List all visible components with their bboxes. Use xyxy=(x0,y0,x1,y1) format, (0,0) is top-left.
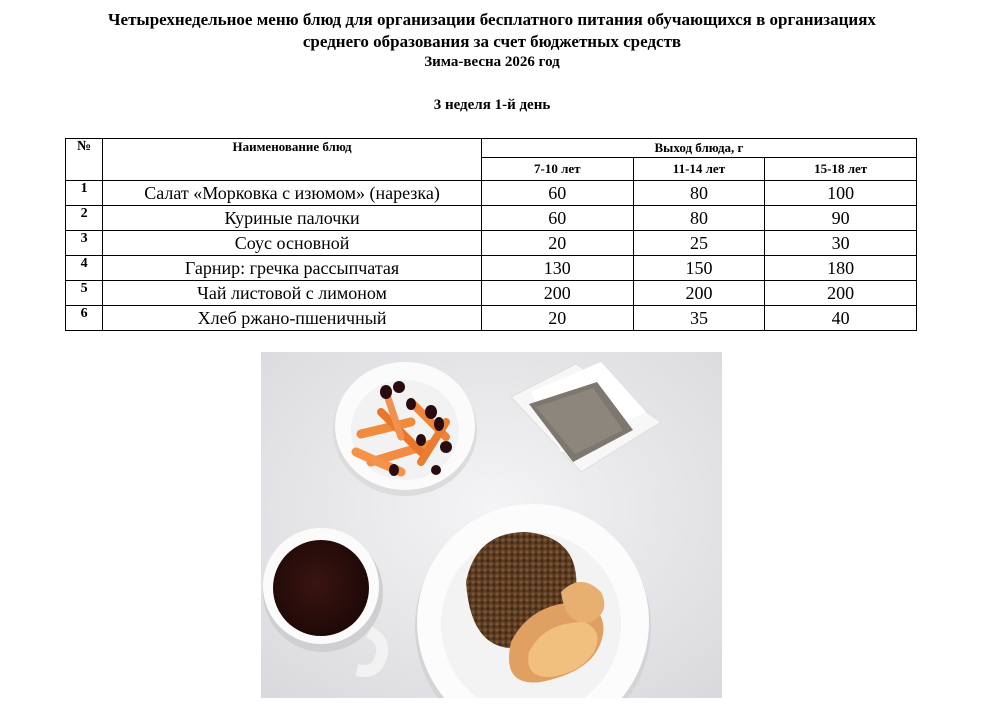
row-number: 3 xyxy=(66,231,103,256)
table-row xyxy=(66,256,917,281)
table-header-row xyxy=(66,139,917,158)
yield-15-18: 40 xyxy=(765,306,917,331)
yield-15-18: 100 xyxy=(765,181,917,206)
yield-11-14: 200 xyxy=(633,281,765,306)
yield-7-10: 20 xyxy=(481,231,633,256)
table-row xyxy=(66,306,917,331)
season-label: Зима-весна 2026 год xyxy=(424,54,560,70)
column-header-age-15-18: 15-18 лет xyxy=(765,158,917,181)
table-row xyxy=(66,206,917,231)
yield-7-10: 130 xyxy=(481,256,633,281)
menu-table xyxy=(65,138,917,331)
row-number: 5 xyxy=(66,281,103,306)
column-header-age-11-14: 11-14 лет xyxy=(633,158,765,181)
column-header-yield: Выход блюда, г xyxy=(481,139,916,158)
row-number: 6 xyxy=(66,306,103,331)
title-line-2: среднего образования за счет бюджетных средств xyxy=(302,32,682,51)
yield-7-10: 60 xyxy=(481,206,633,231)
column-header-number: № xyxy=(66,139,103,181)
yield-15-18: 180 xyxy=(765,256,917,281)
column-header-age-7-10: 7-10 лет xyxy=(481,158,633,181)
yield-15-18: 30 xyxy=(765,231,917,256)
dish-name: Соус основной xyxy=(103,231,482,256)
dish-name: Куриные палочки xyxy=(103,206,482,231)
yield-11-14: 35 xyxy=(633,306,765,331)
yield-7-10: 60 xyxy=(481,181,633,206)
dish-name: Салат «Морковка с изюмом» (нарезка) xyxy=(103,181,482,206)
week-day-label: 3 неделя 1-й день xyxy=(433,97,551,113)
meal-photo-illustration xyxy=(261,352,722,698)
dish-name: Чай листовой с лимоном xyxy=(103,281,482,306)
row-number: 1 xyxy=(66,181,103,206)
yield-7-10: 200 xyxy=(481,281,633,306)
meal-photo xyxy=(261,352,722,698)
column-header-dish: Наименование блюд xyxy=(103,139,482,181)
title-line-1: Четырехнедельное меню блюд для организации бесплатного питания обучающихся в организациях xyxy=(108,10,876,29)
salad-bowl xyxy=(333,362,477,496)
yield-11-14: 80 xyxy=(633,206,765,231)
yield-15-18: 200 xyxy=(765,281,917,306)
table-row xyxy=(66,281,917,306)
dish-name: Гарнир: гречка рассыпчатая xyxy=(103,256,482,281)
document-title xyxy=(0,9,984,53)
yield-11-14: 25 xyxy=(633,231,765,256)
yield-11-14: 150 xyxy=(633,256,765,281)
yield-11-14: 80 xyxy=(633,181,765,206)
dish-name: Хлеб ржано-пшеничный xyxy=(103,306,482,331)
row-number: 2 xyxy=(66,206,103,231)
row-number: 4 xyxy=(66,256,103,281)
yield-15-18: 90 xyxy=(765,206,917,231)
yield-7-10: 20 xyxy=(481,306,633,331)
table-row xyxy=(66,231,917,256)
table-row xyxy=(66,181,917,206)
